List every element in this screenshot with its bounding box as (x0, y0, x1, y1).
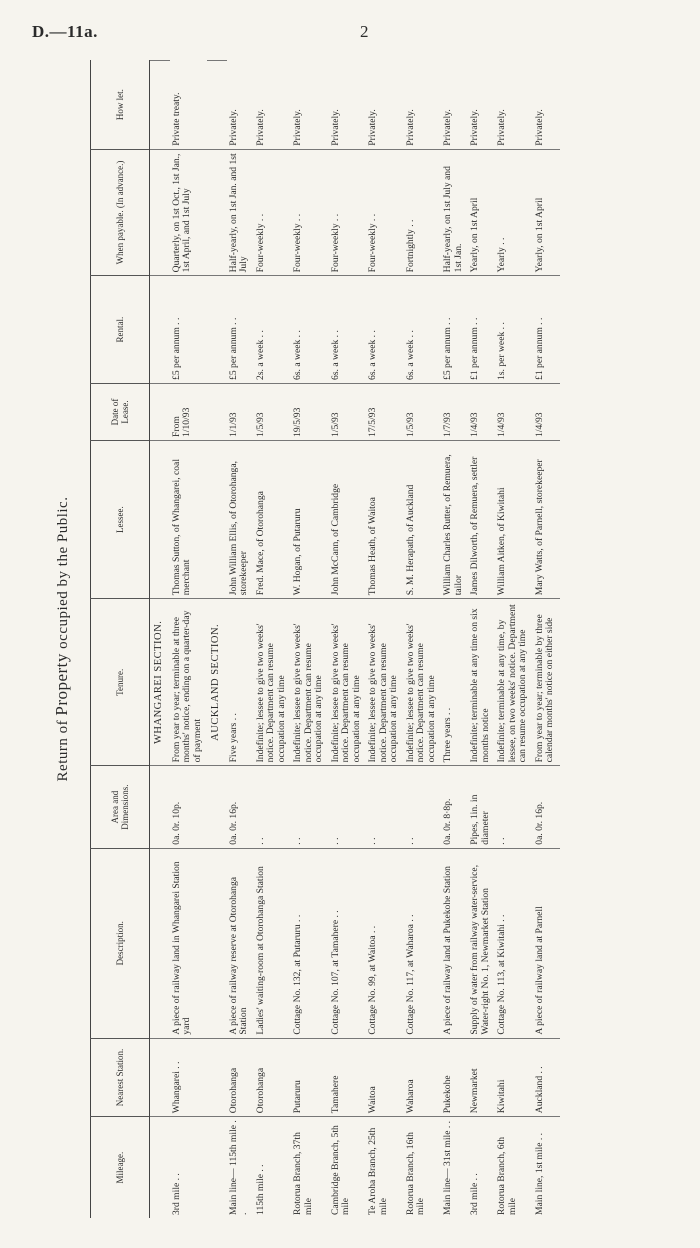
section-heading: AUCKLAND SECTION. (207, 599, 227, 766)
area-cell: . . (329, 766, 367, 848)
rental-cell: 6s. a week . . (329, 276, 367, 384)
table-row (404, 61, 442, 1219)
table-row (291, 61, 329, 1219)
area-cell: 0a. 0r. 8·8p. (441, 766, 468, 848)
date-cell: 1/4/93 (533, 383, 560, 440)
date-cell: 1/5/93 (404, 383, 442, 440)
area-cell: . . (404, 766, 442, 848)
mileage-cell: Main line— 115th mile . . (227, 1117, 254, 1218)
description-cell: Cottage No. 117, at Waharoa . . (404, 848, 442, 1038)
rental-cell: £1 per annum . . (533, 276, 560, 384)
lessee-cell: James Dilworth, of Remuera, settler (468, 440, 495, 598)
date-cell: 1/7/93 (441, 383, 468, 440)
section-blank-cell (150, 848, 170, 1038)
date-cell: 1/5/93 (254, 383, 292, 440)
howlet-cell: Privately. (533, 109, 545, 146)
column-header: Lessee. (91, 440, 150, 598)
lessee-cell: Thomas Sutton, of Whangarei, coal merchant (170, 440, 208, 598)
section-blank-cell (150, 440, 170, 598)
area-cell: . . (495, 766, 533, 848)
table-row (495, 61, 533, 1219)
tenure-cell: Indefinite; terminable at any time on six months notice (468, 599, 495, 766)
document-code: D.—11a. (32, 22, 98, 41)
station-cell: Waharoa (404, 1038, 442, 1117)
date-cell: 1/1/93 (227, 383, 254, 440)
tenure-cell: Indefinite; lessee to give two weeks' notice. Department can resume occupation at any time (404, 599, 442, 766)
section-blank-cell (207, 440, 227, 598)
mileage-cell: 3rd mile . . (468, 1117, 495, 1218)
mileage-cell: 3rd mile . . (170, 1117, 208, 1218)
payable-cell: Half-yearly, on 1st July and 1st Jan. (441, 149, 468, 276)
description-cell: A piece of railway land at Pukekohe Station (441, 848, 468, 1038)
column-header: Tenure. (91, 599, 150, 766)
rotated-table-region (52, 60, 680, 1218)
date-cell: 1/4/93 (495, 383, 533, 440)
howlet-cell: Privately. (469, 109, 480, 146)
description-cell: A piece of railway reserve at Otorohanga Station (227, 848, 254, 1038)
station-cell: Tamahere (329, 1038, 367, 1117)
lessee-cell: W. Hogan, of Putaruru (291, 440, 329, 598)
rental-cell: 6s. a week . . (366, 276, 404, 384)
column-header: When payable. (In advance.) (91, 149, 150, 276)
description-cell: Cottage No. 107, at Tamahere . . (329, 848, 367, 1038)
column-header: Rental. (91, 276, 150, 384)
howlet-cell: Privately. (254, 109, 266, 146)
tenure-cell: Indefinite; lessee to give two weeks' notice. Department can resume occupation at any time (291, 599, 329, 766)
title-small-caps: Property (52, 653, 71, 716)
rental-cell: 2s. a week . . (254, 276, 292, 384)
section-row (207, 61, 227, 1219)
rental-cell: £1 per annum . . (468, 276, 495, 384)
mileage-cell: Rotorua Branch, 6th mile (495, 1117, 533, 1218)
station-cell: Auckland . . (533, 1038, 560, 1117)
date-cell: 17/5/93 (366, 383, 404, 440)
section-blank-cell (207, 1038, 227, 1117)
section-heading: WHANGAREI SECTION. (150, 599, 170, 766)
section-blank-cell (207, 766, 227, 848)
area-cell: 0a. 0r. 10p. (170, 766, 208, 848)
column-header: Description. (91, 848, 150, 1038)
tenure-cell: Three years . . (441, 599, 468, 766)
section-blank-cell (207, 149, 227, 276)
table-row (170, 61, 208, 1219)
station-cell: Kiwitahi (495, 1038, 533, 1117)
lessee-cell: William Charles Rutter, of Remuera, tailor (441, 440, 468, 598)
section-row (150, 61, 170, 1219)
payable-cell: Half-yearly, on 1st Jan. and 1st July (227, 149, 254, 276)
section-blank-cell (150, 1117, 170, 1218)
column-header: Nearest Station. (91, 1038, 150, 1117)
area-cell: . . (254, 766, 292, 848)
header-row (91, 61, 150, 1219)
section-blank-cell (207, 848, 227, 1038)
payable-cell: Four-weekly . . (291, 149, 329, 276)
rental-cell: 1s. per week . . (495, 276, 533, 384)
description-cell: Cottage No. 132, at Putaruru . . (291, 848, 329, 1038)
section-blank-cell (150, 1038, 170, 1117)
lessee-cell: John McCann, of Cambridge (329, 440, 367, 598)
mileage-cell: Cambridge Branch, 5th mile (329, 1117, 367, 1218)
payable-cell: Yearly, on 1st April (468, 149, 495, 276)
tenure-cell: From year to year; terminable by three calendar months' notice on either side (533, 599, 560, 766)
section-blank-cell (207, 383, 227, 440)
tenure-cell: Indefinite; lessee to give two weeks' notice. Department can resume occupation at any time (366, 599, 404, 766)
table-body (150, 61, 560, 1219)
payable-cell: Fortnightly . . (404, 149, 442, 276)
tenure-cell: Indefinite; lessee to give two weeks' notice. Department can resume occupation at any time (254, 599, 292, 766)
lessee-cell: Mary Watts, of Parnell, storekeeper (533, 440, 560, 598)
lessee-cell: S. M. Herapath, of Auckland (404, 440, 442, 598)
table-row (441, 61, 468, 1219)
table-row (329, 61, 367, 1219)
description-cell: Ladies' waiting-room at Otorohanga Station (254, 848, 292, 1038)
lessee-cell: John William Ellis, of Otorohanga, storekeeper (227, 440, 254, 598)
table-row (468, 61, 495, 1219)
howlet-cell: Privately. (404, 109, 416, 146)
date-cell: 1/4/93 (468, 383, 495, 440)
section-blank-cell (207, 1117, 227, 1218)
section-blank-cell (150, 61, 170, 150)
date-cell: 1/5/93 (329, 383, 367, 440)
area-cell: 0a. 0r. 16p. (533, 766, 560, 848)
table-row (227, 61, 254, 1219)
station-cell: Otorohanga (254, 1038, 292, 1117)
section-blank-cell (150, 149, 170, 276)
description-cell: A piece of railway land in Whangarei Station yard (170, 848, 208, 1038)
lessee-cell: Thomas Heath, of Waitoa (366, 440, 404, 598)
mileage-cell: Rotorua Branch, 37th mile (291, 1117, 329, 1218)
title-suffix: occupied by the Public. (55, 496, 71, 654)
area-cell: 0a. 0r. 16p. (227, 766, 254, 848)
howlet-cell: Privately. (292, 109, 303, 146)
mileage-cell: Rotorua Branch, 16th mile (404, 1117, 442, 1218)
area-cell: . . (366, 766, 404, 848)
payable-cell: Four-weekly . . (254, 149, 292, 276)
howlet-cell: Privately. (329, 109, 341, 146)
column-header: Mileage. (91, 1117, 150, 1218)
mileage-cell: Te Aroha Branch, 25th mile (366, 1117, 404, 1218)
date-cell: 19/5/93 (291, 383, 329, 440)
station-cell: Putaruru (291, 1038, 329, 1117)
title-prefix: Return of (55, 715, 71, 782)
description-cell: Cottage No. 113, at Kiwitahi . . (495, 848, 533, 1038)
mileage-cell: Main line, 1st mile . . (533, 1117, 560, 1218)
section-blank-cell (150, 766, 170, 848)
column-header: How let. (91, 61, 150, 150)
section-blank-cell (207, 276, 227, 384)
property-return-table (90, 60, 560, 1218)
description-cell: A piece of railway land at Parnell (533, 848, 560, 1038)
howlet-cell: Privately. (227, 109, 239, 146)
station-cell: Newmarket (468, 1038, 495, 1117)
howlet-cell: Privately. (442, 109, 453, 146)
payable-cell: Yearly . . (495, 149, 533, 276)
section-blank-cell (150, 383, 170, 440)
rental-cell: 6s. a week . . (291, 276, 329, 384)
station-cell: Otorohanga (227, 1038, 254, 1117)
page-number: 2 (360, 22, 369, 41)
station-cell: Waitoa (366, 1038, 404, 1117)
howlet-cell: Privately. (367, 109, 378, 146)
rental-cell: 6s. a week . . (404, 276, 442, 384)
station-cell: Whangarei . . (170, 1038, 208, 1117)
payable-cell: Yearly, on 1st April (533, 149, 560, 276)
description-cell: Cottage No. 99, at Waitoa . . (366, 848, 404, 1038)
lessee-cell: William Aitken, of Kiwitahi (495, 440, 533, 598)
section-blank-cell (207, 61, 227, 150)
rental-cell: £5 per annum . . (441, 276, 468, 384)
tenure-cell: Indefinite; lessee to give two weeks' notice. Department can resume occupation at any time (329, 599, 367, 766)
tenure-cell: Five years . . (227, 599, 254, 766)
mileage-cell: Main line— 31st mile . . (441, 1117, 468, 1218)
date-cell: From 1/10/93 (170, 383, 208, 440)
tenure-cell: From year to year; terminable at three months' notice, ending on a quarter-day of payment (170, 599, 208, 766)
area-cell: . . (291, 766, 329, 848)
area-cell: Pipes, 1in. in diameter (468, 766, 495, 848)
howlet-cell: Private treaty. (170, 92, 182, 146)
tenure-cell: Indefinite; terminable at any time, by lessee, on two weeks' notice. Department can resume occupation at any time (495, 599, 533, 766)
table-title (52, 60, 76, 1218)
rental-cell: £5 per annum . . (170, 276, 208, 384)
table-row (254, 61, 292, 1219)
payable-cell: Quarterly, on 1st Oct., 1st Jan., 1st April, and 1st July (170, 149, 208, 276)
lessee-cell: Fred. Mace, of Otorohanga (254, 440, 292, 598)
section-blank-cell (150, 276, 170, 384)
description-cell: Supply of water from railway water-service, Water-right No. 1, Newmarket Station (468, 848, 495, 1038)
mileage-cell: 115th mile . . (254, 1117, 292, 1218)
table-row (366, 61, 404, 1219)
column-header: Area and Dimensions. (91, 766, 150, 848)
station-cell: Pukekohe (441, 1038, 468, 1117)
rental-cell: £5 per annum . . (227, 276, 254, 384)
payable-cell: Four-weekly . . (329, 149, 367, 276)
table-row (533, 61, 560, 1219)
column-header: Date of Lease. (91, 383, 150, 440)
howlet-cell: Privately. (496, 109, 507, 146)
payable-cell: Four-weekly . . (366, 149, 404, 276)
